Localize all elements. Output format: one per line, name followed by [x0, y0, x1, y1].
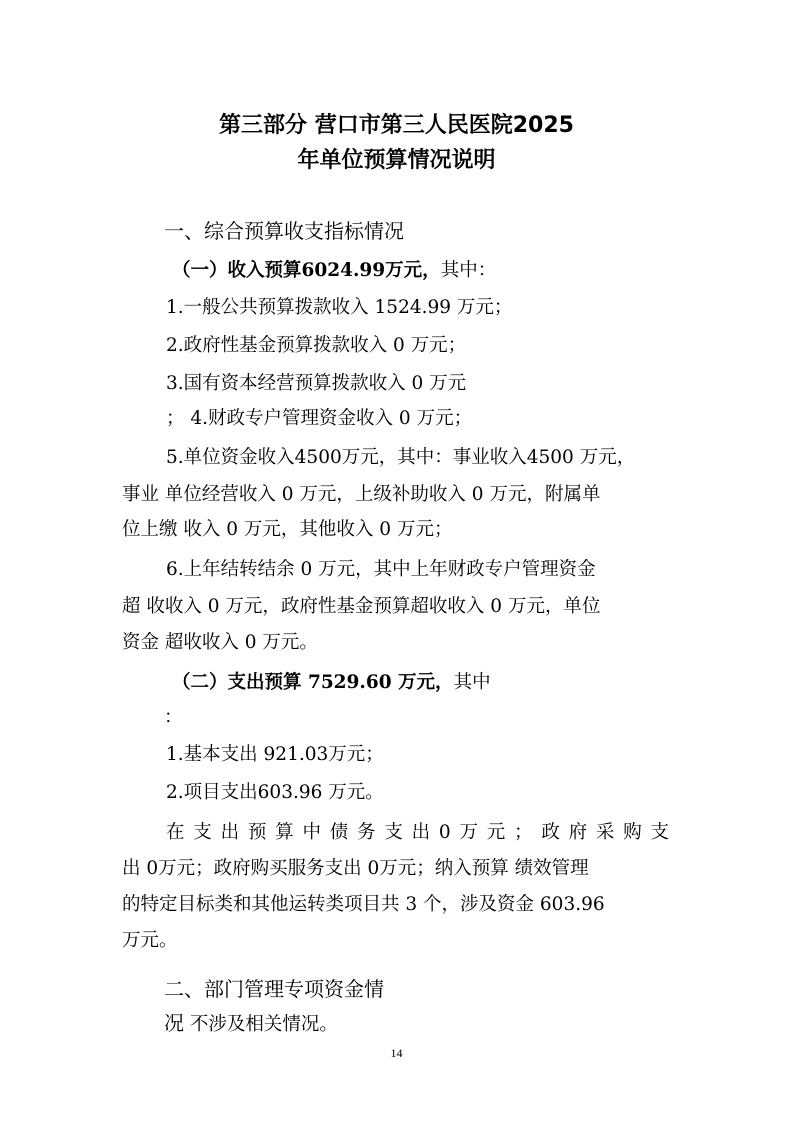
income-item-4: ； 4.财政专户管理资金收入 0 万元； — [166, 408, 473, 429]
page-number: 14 — [390, 1046, 403, 1060]
expense-heading — [172, 670, 491, 696]
item5-line3: 位上缴 收入 0 万元，其他收入 0 万元； — [122, 519, 453, 540]
income-item-2: 2.政府性基金预算拨款收入 0 万元； — [166, 335, 467, 356]
item6-line3: 资金 超收收入 0 万元。 — [122, 632, 318, 653]
item6-line1: 6.上年结转结余 0 万元，其中上年财政专户管理资金 — [166, 559, 596, 580]
expense-detail-line1 — [166, 820, 669, 846]
expense-detail-line4: 万元。 — [122, 930, 178, 951]
income-heading-rest: 其中： — [440, 260, 497, 281]
expense-detail-line2: 出 0万元；政府购买服务支出 0万元；纳入预算 绩效管理 — [122, 858, 589, 879]
income-heading-bold: （一）收入预算6024.99万元， — [172, 260, 441, 281]
expense-detail-line1-text: 在支出预算中债务支出0万元；政府采购支 — [166, 822, 669, 843]
section1-heading: 一、综合预算收支指标情况 — [164, 219, 404, 243]
expense-heading-rest: 其中 — [453, 672, 491, 693]
section2-text: 不涉及相关情况。 — [184, 1014, 338, 1035]
expense-item-2: 2.项目支出603.96 万元。 — [166, 782, 384, 803]
expense-colon: ： — [164, 707, 183, 728]
expense-heading-bold: （二）支出预算 7529.60 万元， — [172, 672, 454, 693]
income-item-1: 1.一般公共预算拨款收入 1524.99 万元； — [166, 297, 513, 318]
item5-line1: 5.单位资金收入4500万元，其中：事业收入4500 万元， — [166, 447, 636, 468]
section2-continuation: 况 — [164, 1011, 184, 1035]
section2-body — [164, 1010, 338, 1038]
expense-detail-line3: 的特定目标类和其他运转类项目共 3 个，涉及资金 603.96 — [122, 894, 605, 915]
doc-title-line2: 年单位预算情况说明 — [297, 148, 496, 173]
income-heading — [172, 258, 496, 284]
doc-title-line1: 第三部分 营口市第三人民医院2025 — [219, 113, 574, 138]
section2-heading: 二、部门管理专项资金情 — [164, 977, 384, 1001]
item6-line2: 超 收收入 0 万元，政府性基金预算超收收入 0 万元，单位 — [122, 596, 601, 617]
income-item-3: 3.国有资本经营预算拨款收入 0 万元 — [166, 373, 467, 394]
item5-line2: 事业 单位经营收入 0 万元，上级补助收入 0 万元，附属单 — [122, 484, 601, 505]
expense-item-1: 1.基本支出 921.03万元； — [166, 744, 384, 765]
